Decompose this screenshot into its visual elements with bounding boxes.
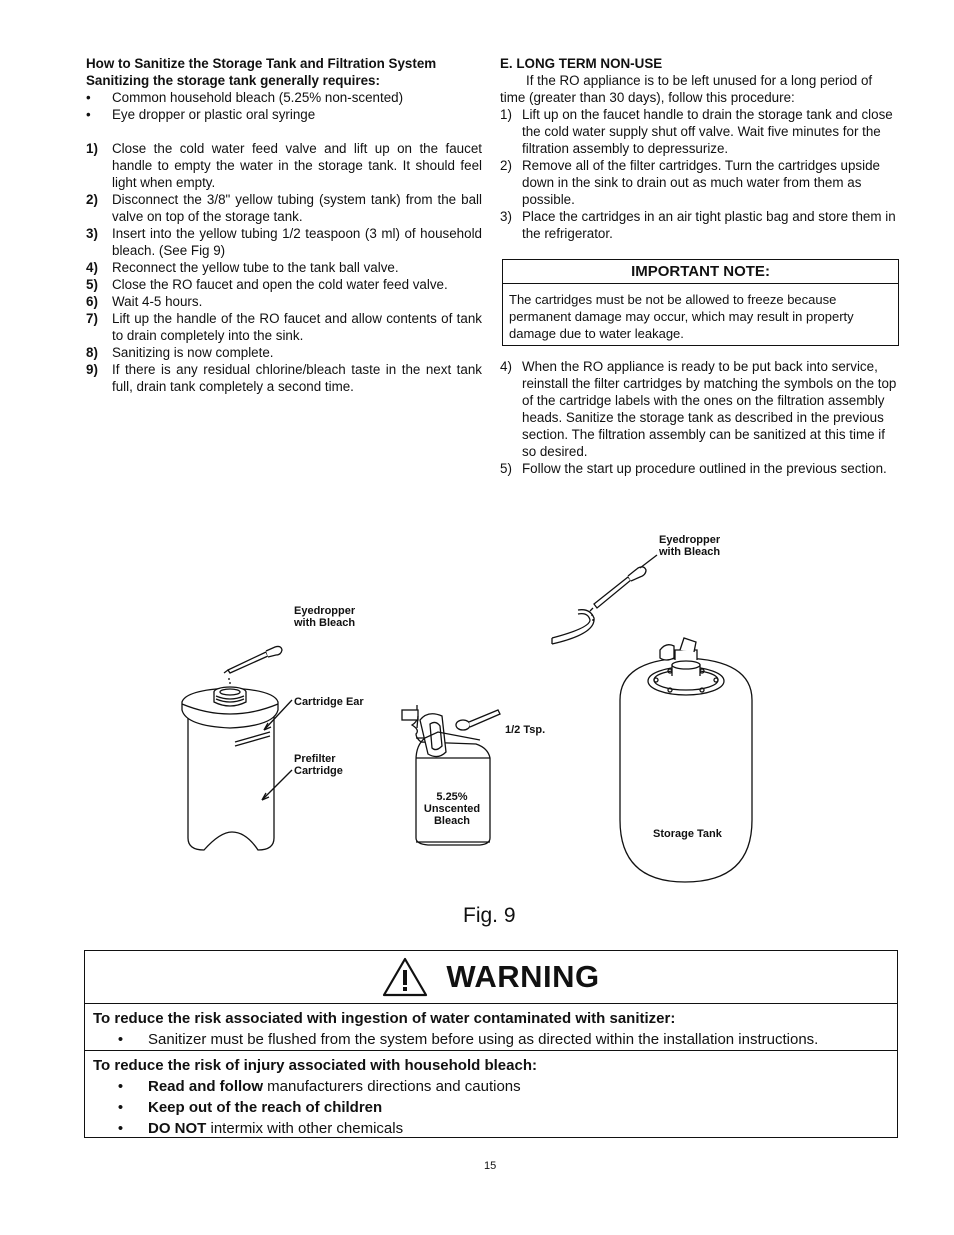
long-term-steps-continued (500, 358, 900, 477)
warning-bullet: • Keep out of the reach of children (117, 1099, 383, 1116)
step-item: 4) Reconnect the yellow tube to the tank ball valve. (86, 260, 399, 275)
label-eyedropper-right: Eyedropper with Bleach (659, 534, 721, 558)
step-item: 9) If there is any residual chlorine/bleach taste in the next tank full, drain tank completely a second time. (86, 362, 482, 394)
step-item: 3) Insert into the yellow tubing 1/2 teaspoon (3 ml) of household bleach. (See Fig 9) (86, 226, 482, 258)
warning-bullet: • Sanitizer must be flushed from the system before using as directed within the installation instructions. (117, 1031, 819, 1048)
step-item: 5) Close the RO faucet and open the cold water feed valve. (86, 277, 448, 292)
label-eyedropper-left: Eyedropper with Bleach (294, 605, 356, 629)
list-item: • Eye dropper or plastic oral syringe (86, 107, 316, 122)
step-item: 1) Close the cold water feed valve and lift up on the faucet handle to empty the water in the storage tank. It should feel light when empty. (86, 141, 482, 190)
warning-bullet: • DO NOT intermix with other chemicals (117, 1120, 404, 1137)
bleach-label-1: 5.25% (436, 791, 468, 803)
storage-tank-drawing (620, 638, 752, 882)
warning-box (84, 950, 898, 1138)
eyedropper-left-drawing (224, 646, 282, 673)
step-item: 5) Follow the start up procedure outlined in the previous section. (500, 461, 887, 476)
label-prefilter-cartridge: Prefilter Cartridge (294, 753, 343, 777)
step-item: 8) Sanitizing is now complete. (86, 345, 274, 360)
step-item: 6) Wait 4-5 hours. (86, 294, 203, 309)
step-item: 7) Lift up the handle of the RO faucet and allow contents of tank to drain completely into the sink. (86, 311, 482, 343)
warning-heading: To reduce the risk associated with ingestion of water contaminated with sanitizer: (93, 1010, 676, 1027)
warning-section-sanitizer (85, 1004, 897, 1051)
warning-section-bleach (85, 1051, 897, 1139)
warning-heading: To reduce the risk of injury associated with household bleach: (93, 1057, 537, 1074)
arrow-prefilter (262, 770, 292, 800)
figure-9 (180, 520, 780, 890)
bleach-label-3: Bleach (433, 815, 471, 827)
figure-caption: Fig. 9 (463, 904, 516, 927)
note-body: The cartridges must be not be allowed to freeze because permanent damage may occur, which may result in property damage due to water leakage. (509, 292, 854, 341)
label-cartridge-ear: Cartridge Ear (294, 696, 364, 708)
label-storage-tank: Storage Tank (653, 828, 722, 840)
section-intro: If the RO appliance is to be left unused for a long period of time (greater than 30 days), follow this procedure: (500, 73, 873, 105)
section-heading: How to Sanitize the Storage Tank and Filtration System (86, 56, 437, 71)
step-item: 1) Lift up on the faucet handle to drain the storage tank and close the cold water supply shut off valve. Wait five minutes for the filtration assembly to depressurize. (500, 107, 893, 156)
label-half-tsp: 1/2 Tsp. (505, 724, 546, 736)
step-item: 2) Disconnect the 3/8" yellow tubing (system tank) from the ball valve on top of the storage tank. (86, 192, 482, 224)
page-number: 15 (484, 1160, 497, 1172)
section-heading: E. LONG TERM NON-USE (500, 56, 663, 71)
bleach-label-2: Unscented (423, 803, 481, 815)
warning-triangle-icon (382, 957, 428, 997)
list-item: • Common household bleach (5.25% non-scented) (86, 90, 404, 105)
long-term-section (500, 55, 900, 242)
section-subheading: Sanitizing the storage tank generally requires: (86, 73, 380, 88)
tubing-and-eyedropper-drawing (552, 555, 657, 644)
teaspoon-drawing (456, 710, 500, 730)
prefilter-cartridge-drawing (182, 678, 278, 850)
step-item: 3) Place the cartridges in an air tight plastic bag and store them in the refrigerator. (500, 209, 896, 241)
important-note-box (502, 259, 899, 346)
step-item: 2) Remove all of the filter cartridges. Turn the cartridges upside down in the sink to drain out as much water from them as possible. (500, 158, 880, 207)
sanitize-section (86, 55, 482, 395)
warning-title: WARNING (446, 959, 600, 994)
warning-header (85, 951, 897, 1004)
step-item: 4) When the RO appliance is ready to be put back into service, reinstall the filter cartridges by matching the symbols on the top of the cartridge labels with the ones on the filtration assembly heads. Sanitize the storage tank as described in the previous section. The filtration assembly can be sanitized at this time if so desired. (500, 359, 897, 459)
note-title: IMPORTANT NOTE: (503, 260, 898, 284)
warning-bullet: • Read and follow manufacturers directions and cautions (117, 1078, 521, 1095)
